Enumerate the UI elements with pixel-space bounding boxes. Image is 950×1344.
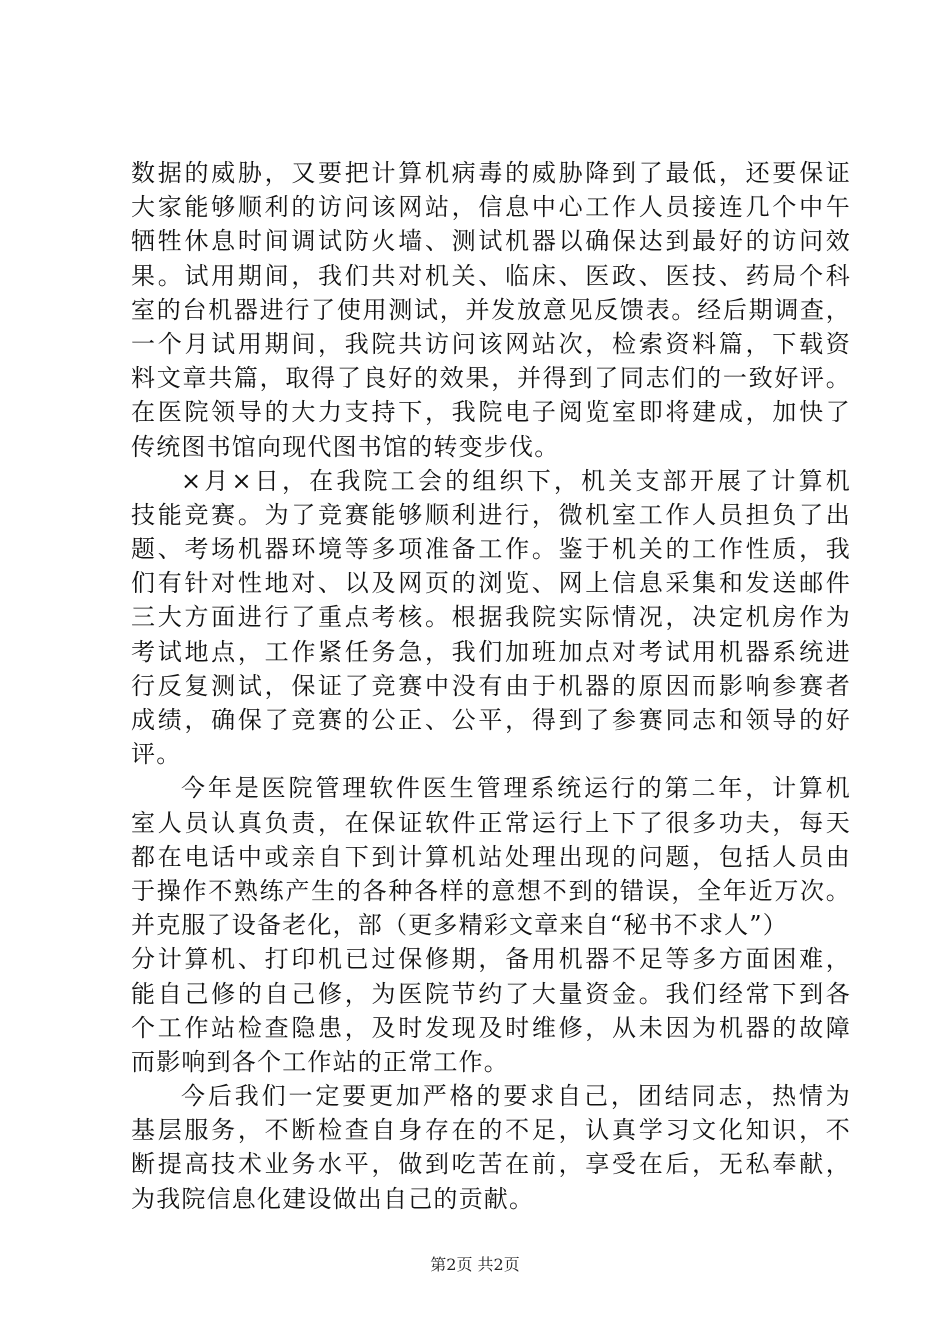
text-line: 室人员认真负责，在保证软件正常运行上下了很多功夫，每天 bbox=[131, 808, 851, 837]
page-number-footer: 第2页 共2页 bbox=[430, 1255, 520, 1274]
text-line: 们有针对性地对、以及网页的浏览、网上信息采集和发送邮件 bbox=[131, 569, 851, 598]
text-line: 一个月试用期间，我院共访问该网站次，检索资料篇，下载资 bbox=[131, 329, 851, 358]
text-line: 牺牲休息时间调试防火墙、测试机器以确保达到最好的访问效 bbox=[131, 227, 851, 256]
text-line: 能自己修的自己修，为医院节约了大量资金。我们经常下到各 bbox=[131, 979, 851, 1008]
text-line: 而影响到各个工作站的正常工作。 bbox=[131, 1047, 509, 1076]
document-body bbox=[131, 156, 851, 1216]
text-line: 都在电话中或亲自下到计算机站处理出现的问题，包括人员由 bbox=[131, 842, 851, 871]
text-line: 断提高技术业务水平，做到吃苦在前，享受在后，无私奉献， bbox=[131, 1150, 851, 1179]
text-line: 在医院领导的大力支持下，我院电子阅览室即将建成，加快了 bbox=[131, 398, 851, 427]
paragraph-start-line: ×月×日，在我院工会的组织下，机关支部开展了计算机 bbox=[181, 466, 851, 495]
paragraph-start-line: 今后我们一定要更加严格的要求自己，团结同志，热情为 bbox=[181, 1082, 851, 1111]
text-line: 题、考场机器环境等多项准备工作。鉴于机关的工作性质，我 bbox=[131, 535, 851, 564]
text-line: 果。试用期间，我们共对机关、临床、医政、医技、药局个科 bbox=[131, 261, 851, 290]
text-line: 考试地点，工作紧任务急，我们加班加点对考试用机器系统进 bbox=[131, 637, 851, 666]
text-line: 为我院信息化建设做出自己的贡献。 bbox=[131, 1184, 535, 1213]
text-line: 大家能够顺利的访问该网站，信息中心工作人员接连几个中午 bbox=[131, 193, 851, 222]
text-line: 三大方面进行了重点考核。根据我院实际情况，决定机房作为 bbox=[131, 603, 851, 632]
text-line: 行反复测试，保证了竞赛中没有由于机器的原因而影响参赛者 bbox=[131, 671, 851, 700]
text-line: 于操作不熟练产生的各种各样的意想不到的错误，全年近万次。 bbox=[131, 876, 851, 905]
text-line: 分计算机、打印机已过保修期，备用机器不足等多方面困难， bbox=[131, 945, 851, 974]
text-line: 传统图书馆向现代图书馆的转变步伐。 bbox=[131, 432, 560, 461]
text-line: 个工作站检查隐患，及时发现及时维修，从未因为机器的故障 bbox=[131, 1013, 851, 1042]
text-line: 料文章共篇，取得了良好的效果，并得到了同志们的一致好评。 bbox=[131, 364, 851, 393]
text-line: 数据的威胁，又要把计算机病毒的威胁降到了最低，还要保证 bbox=[131, 159, 851, 187]
text-line: 成绩，确保了竞赛的公正、公平，得到了参赛同志和领导的好 bbox=[131, 706, 851, 734]
text-line: 基层服务，不断检查自身存在的不足，认真学习文化知识，不 bbox=[131, 1116, 851, 1145]
text-line: 评。 bbox=[131, 740, 182, 769]
text-line: 室的台机器进行了使用测试，并发放意见反馈表。经后期调查， bbox=[131, 295, 851, 324]
text-line: 并克服了设备老化，部（更多精彩文章来自“秘书不求人”） bbox=[131, 911, 788, 940]
paragraph-start-line: 今年是医院管理软件医生管理系统运行的第二年，计算机 bbox=[181, 774, 851, 803]
text-line: 技能竞赛。为了竞赛能够顺利进行，微机室工作人员担负了出 bbox=[131, 500, 851, 529]
